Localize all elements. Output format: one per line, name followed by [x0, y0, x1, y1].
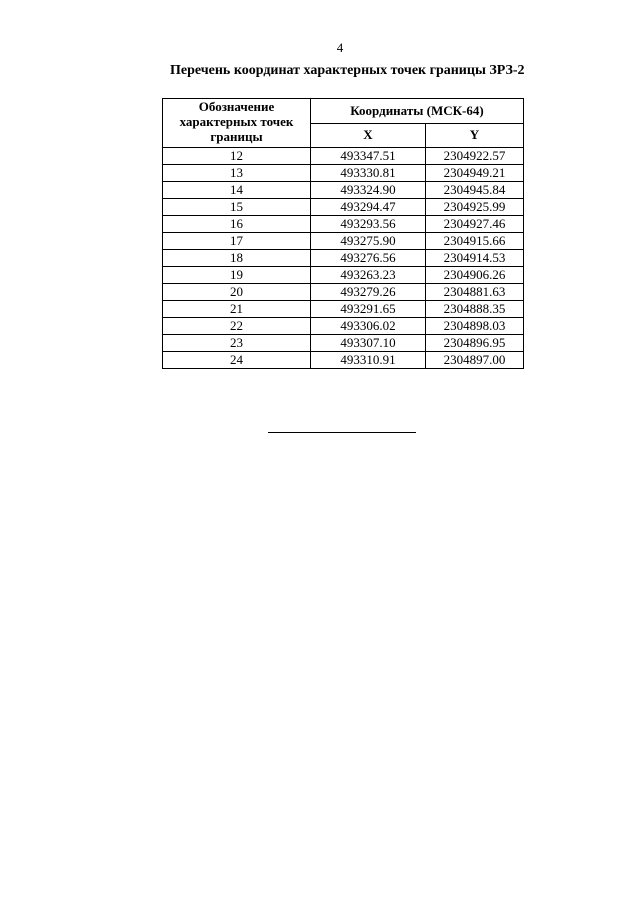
- table-row: [163, 148, 524, 165]
- x-cell: 493294.47: [311, 199, 426, 216]
- document-title: Перечень координат характерных точек границы ЗРЗ-2: [170, 63, 525, 78]
- table-row: [163, 199, 524, 216]
- y-cell: 2304945.84: [426, 182, 524, 199]
- point-designation-header: Обозначение характерных точек границы: [163, 99, 311, 148]
- x-cell: 493291.65: [311, 301, 426, 318]
- x-cell: 493306.02: [311, 318, 426, 335]
- point-cell: 16: [163, 216, 311, 233]
- y-cell: 2304898.03: [426, 318, 524, 335]
- table-row: [163, 301, 524, 318]
- y-cell: 2304881.63: [426, 284, 524, 301]
- x-cell: 493275.90: [311, 233, 426, 250]
- x-cell: 493324.90: [311, 182, 426, 199]
- point-cell: 21: [163, 301, 311, 318]
- y-cell: 2304922.57: [426, 148, 524, 165]
- y-cell: 2304949.21: [426, 165, 524, 182]
- y-cell: 2304896.95: [426, 335, 524, 352]
- point-cell: 23: [163, 335, 311, 352]
- table-row: [163, 182, 524, 199]
- y-cell: 2304915.66: [426, 233, 524, 250]
- y-cell: 2304914.53: [426, 250, 524, 267]
- table-row: [163, 216, 524, 233]
- x-column-header: X: [311, 123, 426, 148]
- table-row: [163, 267, 524, 284]
- table-row: [163, 335, 524, 352]
- table-row: [163, 165, 524, 182]
- table-row: [163, 250, 524, 267]
- point-cell: 22: [163, 318, 311, 335]
- coordinates-header: Координаты (МСК-64): [311, 99, 524, 124]
- x-cell: 493310.91: [311, 352, 426, 369]
- x-cell: 493293.56: [311, 216, 426, 233]
- table-row: [163, 352, 524, 369]
- x-cell: 493276.56: [311, 250, 426, 267]
- point-cell: 12: [163, 148, 311, 165]
- point-cell: 17: [163, 233, 311, 250]
- point-cell: 14: [163, 182, 311, 199]
- x-cell: 493330.81: [311, 165, 426, 182]
- table-row: [163, 318, 524, 335]
- x-cell: 493307.10: [311, 335, 426, 352]
- point-cell: 24: [163, 352, 311, 369]
- y-cell: 2304925.99: [426, 199, 524, 216]
- coordinates-table: [162, 98, 524, 369]
- x-cell: 493279.26: [311, 284, 426, 301]
- page-number: 4: [336, 40, 344, 55]
- y-cell: 2304888.35: [426, 301, 524, 318]
- table-row: [163, 284, 524, 301]
- point-cell: 13: [163, 165, 311, 182]
- end-divider-line: [268, 432, 416, 433]
- point-cell: 15: [163, 199, 311, 216]
- y-cell: 2304897.00: [426, 352, 524, 369]
- point-cell: 20: [163, 284, 311, 301]
- y-cell: 2304927.46: [426, 216, 524, 233]
- y-cell: 2304906.26: [426, 267, 524, 284]
- point-cell: 19: [163, 267, 311, 284]
- point-cell: 18: [163, 250, 311, 267]
- x-cell: 493347.51: [311, 148, 426, 165]
- table-row: [163, 233, 524, 250]
- y-column-header: Y: [426, 123, 524, 148]
- x-cell: 493263.23: [311, 267, 426, 284]
